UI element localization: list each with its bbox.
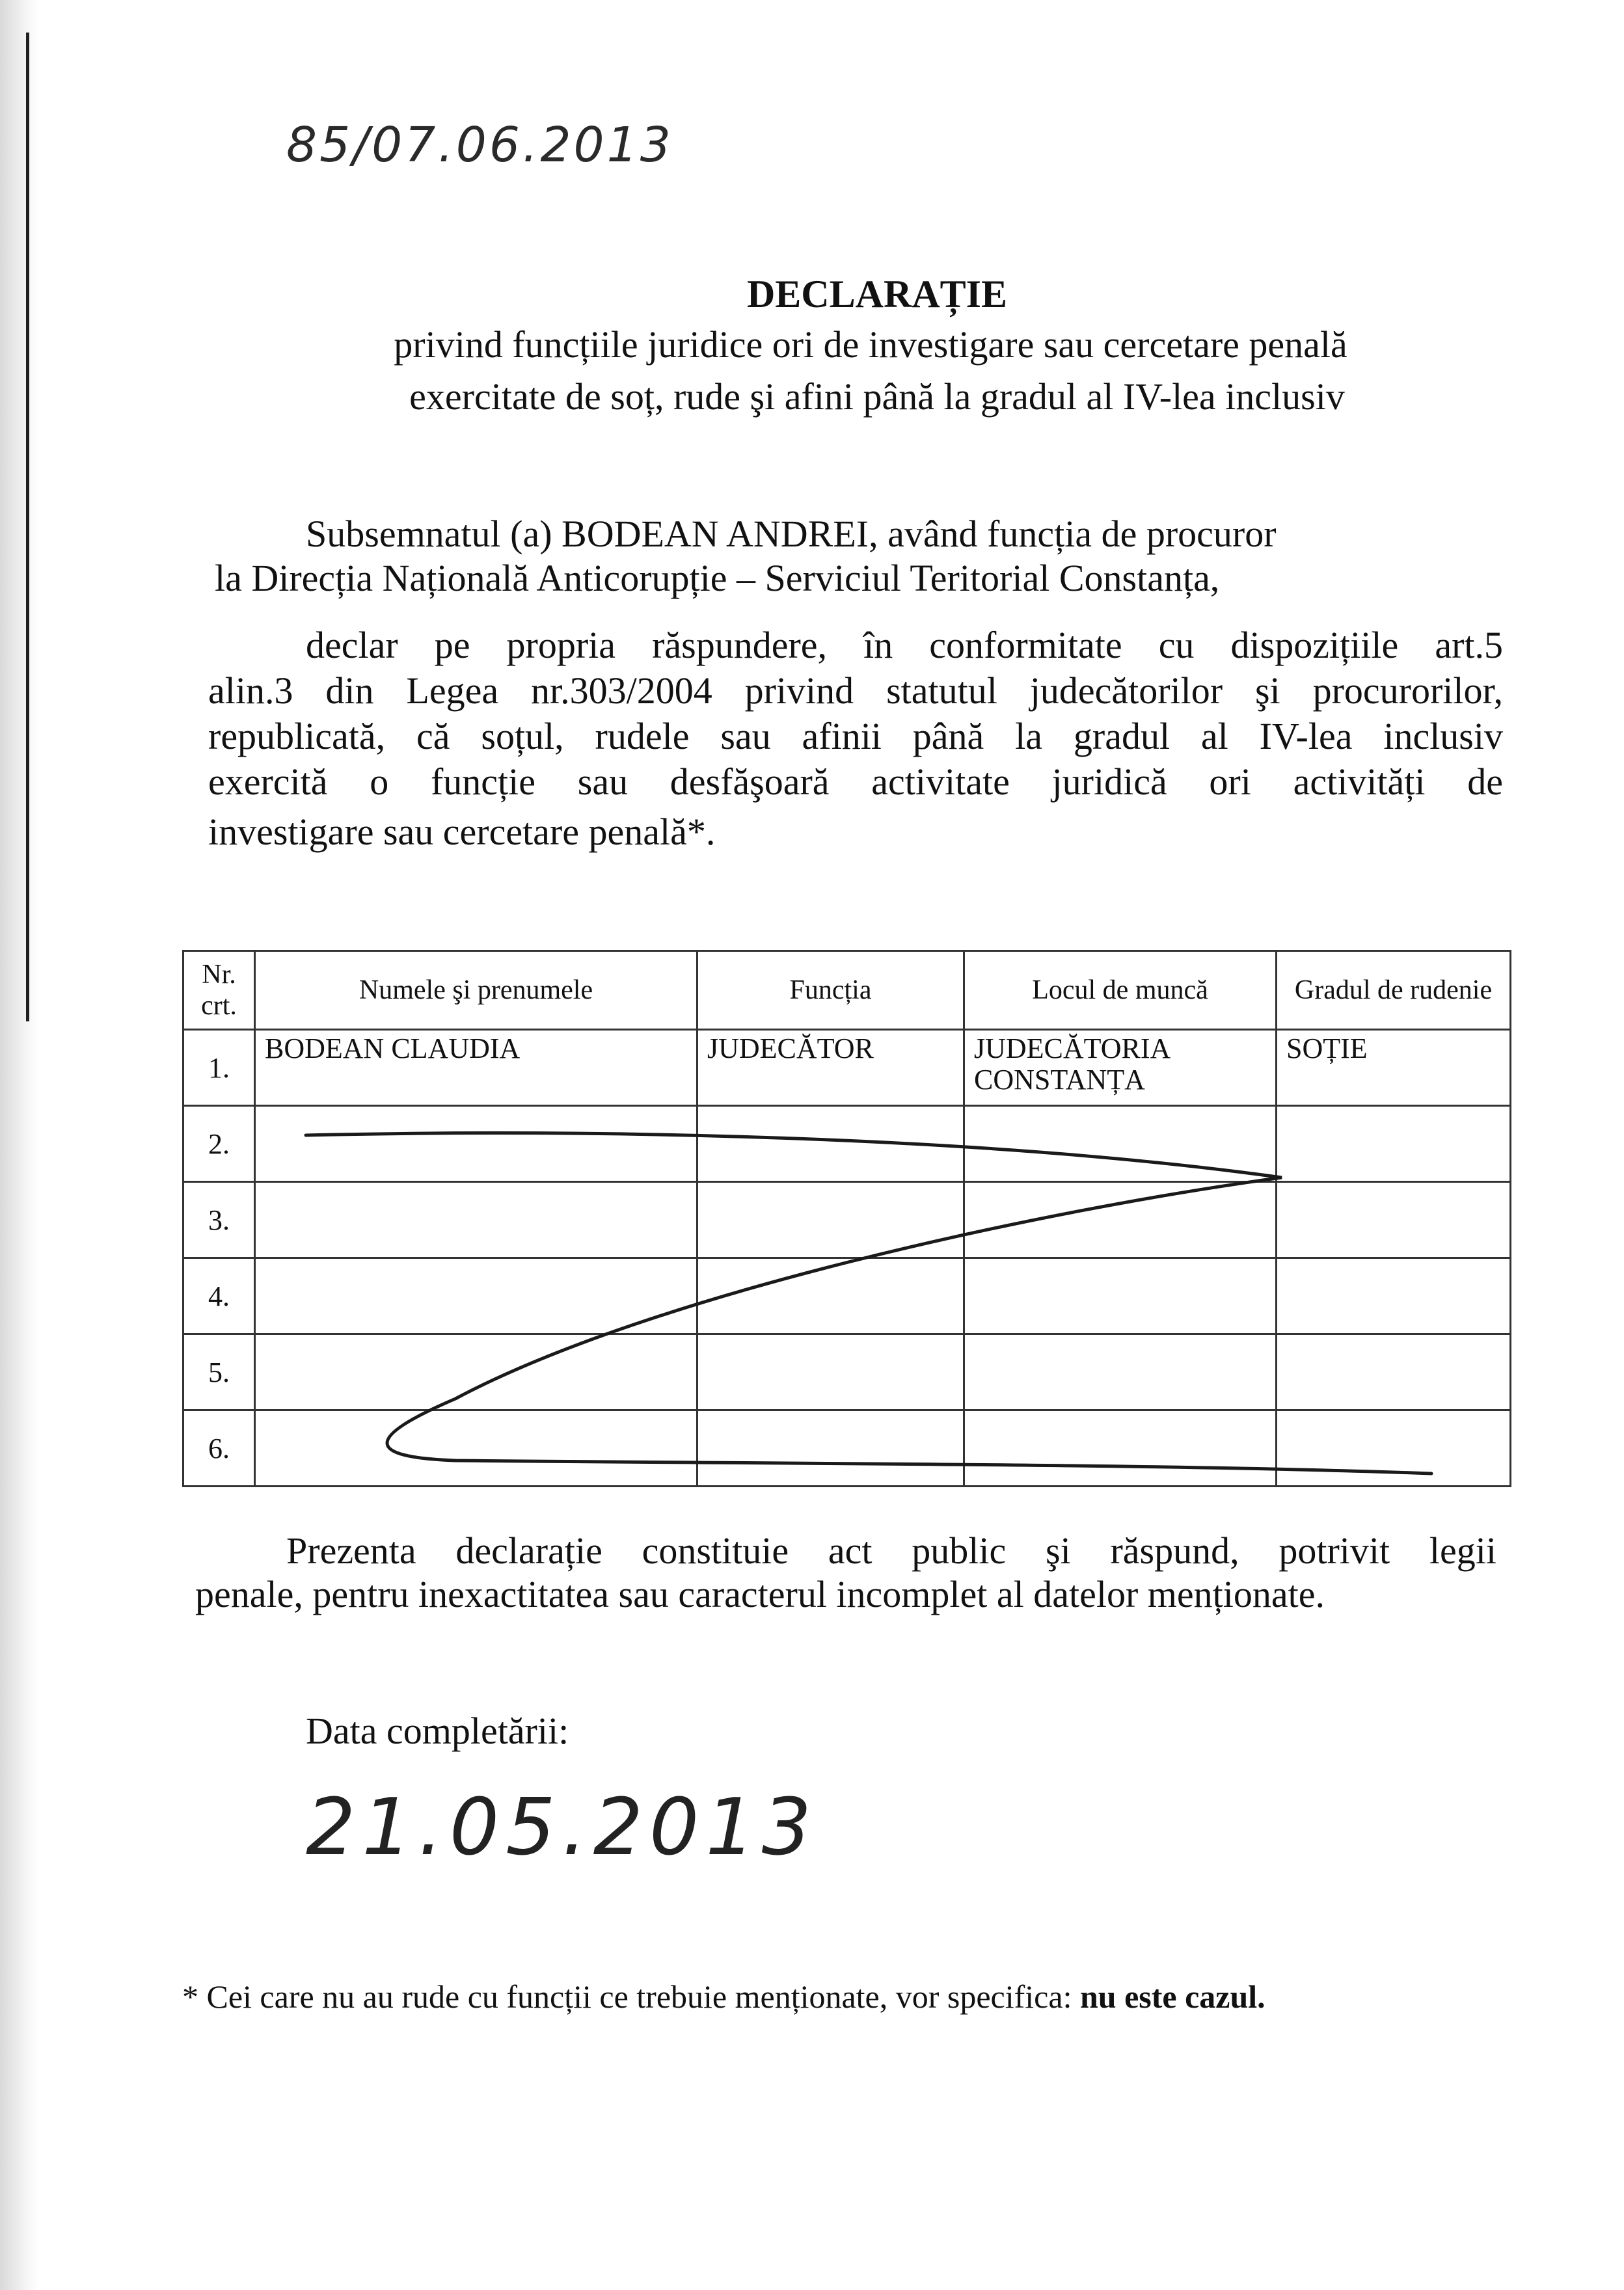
handwritten-registration-number: 85/07.06.2013: [286, 117, 673, 173]
row-name: BODEAN CLAUDIA: [255, 1030, 697, 1106]
row-nr: 5.: [183, 1334, 255, 1410]
row-workplace: [964, 1106, 1277, 1182]
intro-line-1: Subsemnatul (a) BODEAN ANDREI, având funcția de procuror: [306, 513, 1277, 555]
closing-line-2: penale, pentru inexactitatea sau caracterul incomplet al datelor menționate.: [195, 1573, 1325, 1615]
row-function: [697, 1106, 964, 1182]
row-degree: [1277, 1182, 1511, 1258]
row-workplace: [964, 1182, 1277, 1258]
row-name: [255, 1334, 697, 1410]
row-nr: 2.: [183, 1106, 255, 1182]
row-degree: [1277, 1106, 1511, 1182]
row-nr: 4.: [183, 1258, 255, 1334]
intro-line-4: alin.3 din Legea nr.303/2004 privind statutul judecătorilor şi procurorilor,: [208, 669, 1503, 712]
row-function: [697, 1410, 964, 1487]
header-workplace: Locul de muncă: [964, 951, 1277, 1030]
footnote: [182, 1978, 1265, 2015]
row-degree: [1277, 1334, 1511, 1410]
header-name: Numele şi prenumele: [255, 951, 697, 1030]
header-degree: Gradul de rudenie: [1277, 951, 1511, 1030]
row-nr: 6.: [183, 1410, 255, 1487]
row-nr: 1.: [183, 1030, 255, 1106]
subtitle-line-1: privind funcțiile juridice ori de investigare sau cercetare penală: [394, 323, 1347, 366]
scan-margin-line: [26, 33, 29, 1021]
table-row: [183, 1030, 1511, 1106]
row-function: [697, 1334, 964, 1410]
row-degree: [1277, 1258, 1511, 1334]
handwritten-date: 21.05.2013: [306, 1783, 819, 1873]
table-row: [183, 1182, 1511, 1258]
header-nr: Nr. crt.: [183, 951, 255, 1030]
intro-line-5: republicată, că soțul, rudele sau afinii până la gradul al IV-lea inclusiv: [208, 715, 1503, 757]
intro-line-3: declar pe propria răspundere, în conformitate cu dispozițiile art.5: [306, 624, 1503, 666]
closing-line-1: Prezenta declarație constituie act public şi răspund, potrivit legii: [286, 1529, 1496, 1572]
row-function: [697, 1258, 964, 1334]
row-function: [697, 1182, 964, 1258]
row-workplace: [964, 1258, 1277, 1334]
intro-line-2: la Direcția Națională Anticorupție – Serviciul Teritorial Constanța,: [215, 557, 1220, 599]
row-function: JUDECĂTOR: [697, 1030, 964, 1106]
date-label: Data completării:: [306, 1710, 569, 1752]
row-workplace: JUDECĂTORIA CONSTANȚA: [964, 1030, 1277, 1106]
row-degree: SOȚIE: [1277, 1030, 1511, 1106]
footnote-bold: nu este cazul.: [1079, 1978, 1265, 2015]
row-workplace: [964, 1334, 1277, 1410]
table-row: [183, 1258, 1511, 1334]
relatives-table: [182, 950, 1511, 1487]
table-header-row: [183, 951, 1511, 1030]
table-row: [183, 1410, 1511, 1487]
row-name: [255, 1182, 697, 1258]
subtitle-line-2: exercitate de soț, rude şi afini până la gradul al IV-lea inclusiv: [409, 375, 1345, 418]
table-row: [183, 1106, 1511, 1182]
document-title: DECLARAȚIE: [746, 273, 1008, 316]
intro-line-7: investigare sau cercetare penală*.: [208, 811, 716, 853]
intro-line-6: exercită o funcție sau desfăşoară activitate juridică ori activități de: [208, 761, 1503, 803]
footnote-text: * Cei care nu au rude cu funcții ce trebuie menționate, vor specifica:: [182, 1978, 1080, 2015]
row-name: [255, 1410, 697, 1487]
table-row: [183, 1334, 1511, 1410]
row-name: [255, 1106, 697, 1182]
row-nr: 3.: [183, 1182, 255, 1258]
row-workplace: [964, 1410, 1277, 1487]
row-name: [255, 1258, 697, 1334]
header-function: Funcția: [697, 951, 964, 1030]
row-degree: [1277, 1410, 1511, 1487]
